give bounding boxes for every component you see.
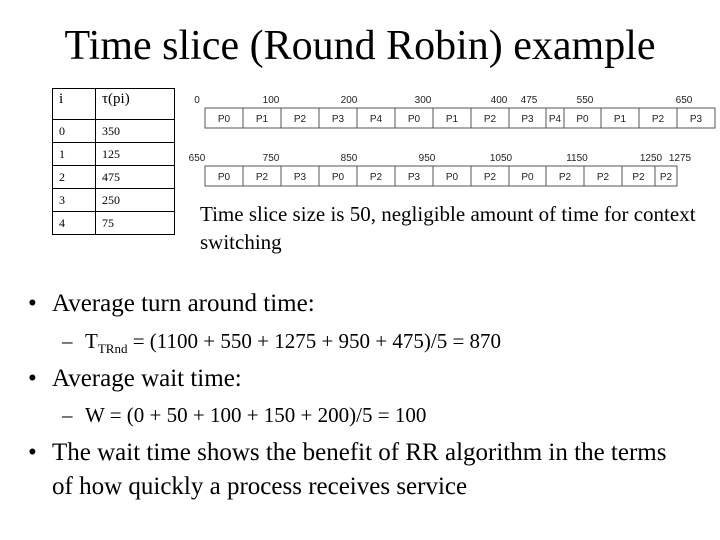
gantt-tick-label: 300 xyxy=(414,95,432,106)
table-cell: 75 xyxy=(96,212,175,235)
bullet-text: The wait time shows the benefit of RR algorithm in the terms of how quickly a process receives service xyxy=(52,439,667,500)
table-header-cell: i xyxy=(53,89,96,120)
dash-glyph: – xyxy=(62,403,73,427)
gantt-cell-label: P2 xyxy=(558,172,572,183)
formula-symbol: T xyxy=(85,329,98,353)
gantt-cell-label: P1 xyxy=(255,114,269,125)
formula-text xyxy=(85,327,501,363)
gantt-tick-label: 1050 xyxy=(489,153,513,164)
gantt-cell-label: P0 xyxy=(445,172,459,183)
gantt-cell-label: P0 xyxy=(576,114,589,125)
table-cell: 4 xyxy=(53,212,96,235)
table-cell: 350 xyxy=(96,120,175,143)
formula-expression: = (1100 + 550 + 1275 + 950 + 475)/5 = 870 xyxy=(127,329,502,353)
gantt-cell-label: P3 xyxy=(331,114,345,125)
bullet-text: Average wait time: xyxy=(52,365,242,392)
table-cell: 475 xyxy=(96,166,175,189)
gantt-cell-label: P3 xyxy=(293,172,307,183)
table-header-row xyxy=(53,89,175,120)
gantt-tick-label: 1150 xyxy=(566,153,588,164)
bullet-glyph: • xyxy=(28,365,37,392)
table-cell: 3 xyxy=(53,189,96,212)
gantt-cell-label: P4 xyxy=(369,114,383,125)
gantt-tick-label: 200 xyxy=(340,95,358,106)
gantt-cell-label: P0 xyxy=(521,172,534,183)
gantt-cell-label: P2 xyxy=(632,172,645,183)
table-row xyxy=(53,120,175,143)
gantt-tick-label: 850 xyxy=(340,153,358,164)
table-cell: 125 xyxy=(96,143,175,166)
gantt-tick-label: 1250 xyxy=(639,153,663,164)
formula-text: W = (0 + 50 + 100 + 150 + 200)/5 = 100 xyxy=(85,403,427,427)
gantt-cell-label: P2 xyxy=(369,172,383,183)
gantt-cell-label: P2 xyxy=(659,172,673,183)
gantt-cell-label: P0 xyxy=(407,114,421,125)
table-cell: 0 xyxy=(53,120,96,143)
gantt-cell-label: P2 xyxy=(483,114,497,125)
gantt-cell-label: P3 xyxy=(521,114,534,125)
gantt-cell-label: P0 xyxy=(217,114,231,125)
time-slice-note: Time slice size is 50, negligible amount of time for context switching xyxy=(200,202,696,254)
process-burst-table xyxy=(52,88,175,235)
gantt-cell-label: P2 xyxy=(293,114,307,125)
table-cell: 250 xyxy=(96,189,175,212)
gantt-cell-label: P4 xyxy=(548,114,562,125)
gantt-cell-label: P3 xyxy=(407,172,421,183)
gantt-tick-label: 650 xyxy=(675,95,693,106)
table-header-cell: τ(pi) xyxy=(96,89,175,120)
gantt-tick-label: 0 xyxy=(194,95,200,106)
gantt-cell-label: P1 xyxy=(445,114,459,125)
gantt-cell-label: P2 xyxy=(651,114,665,125)
table-row xyxy=(53,166,175,189)
bullet-glyph: • xyxy=(28,290,37,317)
gantt-tick-label: 950 xyxy=(418,153,436,164)
gantt-tick-label: 1275 xyxy=(668,153,692,164)
gantt-tick-label: 400 xyxy=(490,95,508,106)
gantt-chart xyxy=(185,90,703,188)
table-cell: 1 xyxy=(53,143,96,166)
gantt-cell-label: P2 xyxy=(483,172,497,183)
dash-glyph: – xyxy=(62,329,73,353)
gantt-tick-label: 750 xyxy=(262,153,280,164)
bullet-text: Average turn around time: xyxy=(52,290,315,317)
table-row xyxy=(53,189,175,212)
gantt-cell-label: P0 xyxy=(331,172,345,183)
gantt-tick-label: 100 xyxy=(262,95,280,106)
gantt-cell-label: P2 xyxy=(255,172,269,183)
gantt-tick-label: 650 xyxy=(188,153,206,164)
slide-title: Time slice (Round Robin) example xyxy=(64,23,656,69)
formula-subscript: TRnd xyxy=(97,341,128,357)
gantt-cell-label: P0 xyxy=(217,172,231,183)
bullet-glyph: • xyxy=(28,439,37,466)
table-row xyxy=(53,212,175,235)
table-row xyxy=(53,143,175,166)
gantt-cell-label: P1 xyxy=(613,114,627,125)
gantt-tick-label: 550 xyxy=(576,95,594,106)
table-cell: 2 xyxy=(53,166,96,189)
gantt-cell-label: P2 xyxy=(596,172,610,183)
gantt-cell-label: P3 xyxy=(689,114,703,125)
gantt-tick-label: 475 xyxy=(520,95,538,106)
